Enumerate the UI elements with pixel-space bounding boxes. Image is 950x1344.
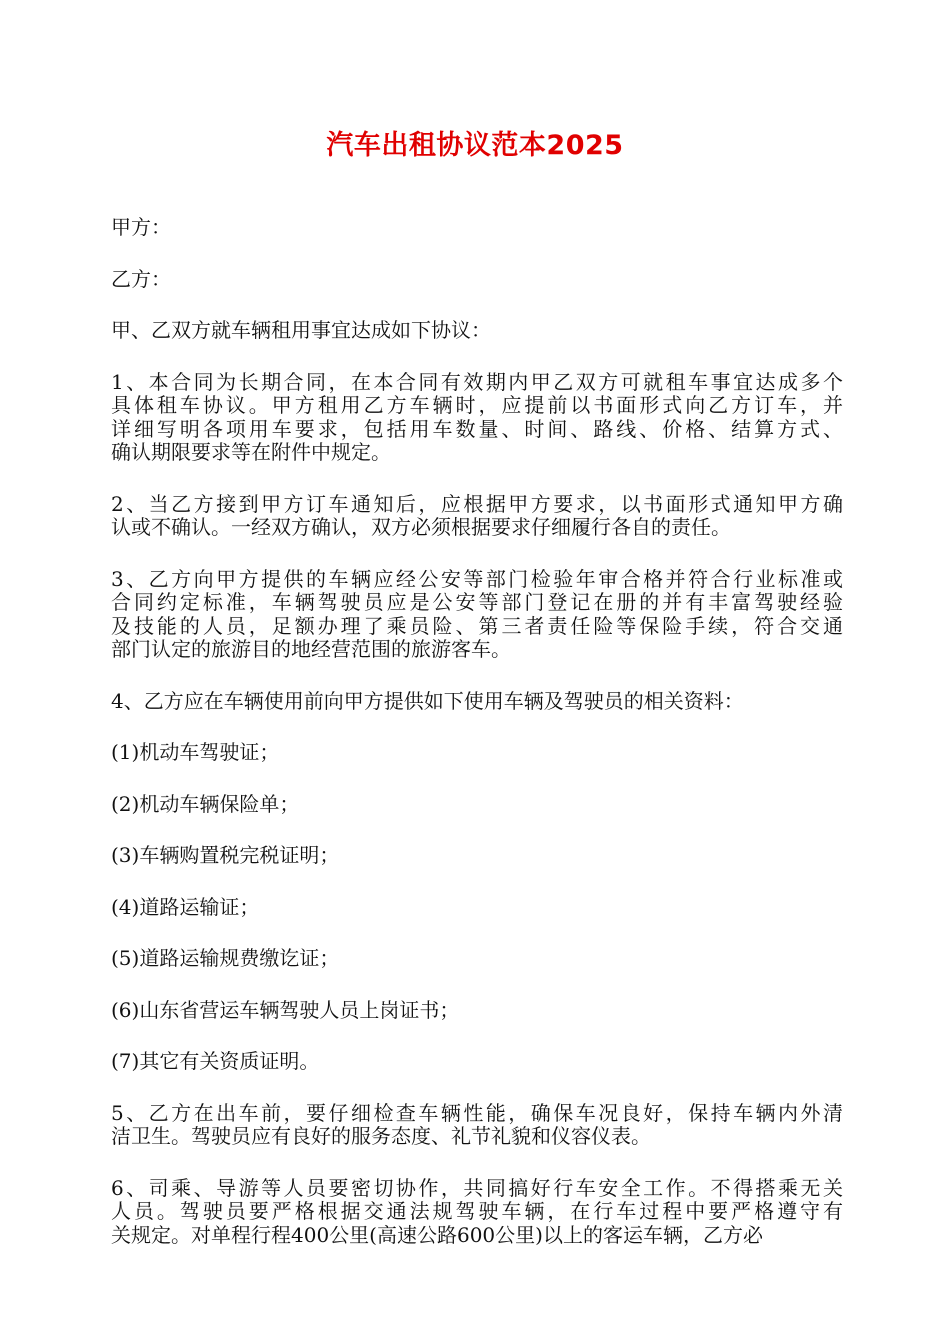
paragraph-line: (2)机动车辆保险单； — [111, 791, 300, 816]
paragraph-line: 具体租车协议。甲方租用乙方车辆时，应提前以书面形式向乙方订车，并 — [111, 393, 843, 417]
paragraph-line: 洁卫生。驾驶员应有良好的服务态度、礼节礼貌和仪容仪表。 — [111, 1124, 651, 1148]
paragraph-line: 3、乙方向甲方提供的车辆应经公安等部门检验年审合格并符合行业标准或 — [111, 566, 843, 591]
paragraph-line: 确认期限要求等在附件中规定。 — [111, 440, 391, 464]
paragraph-line: 6、司乘、导游等人员要密切协作，共同搞好行车安全工作。不得搭乘无关 — [111, 1175, 843, 1200]
paragraph — [111, 896, 843, 920]
document-body — [111, 216, 843, 1275]
paragraph — [111, 1102, 843, 1149]
paragraph — [111, 793, 843, 817]
paragraph — [111, 999, 843, 1023]
paragraph — [111, 741, 843, 765]
paragraph-line: 部门认定的旅游目的地经营范围的旅游客车。 — [111, 637, 511, 661]
paragraph — [111, 268, 843, 292]
paragraph-line: (3)车辆购置税完税证明； — [111, 843, 340, 867]
paragraph-line: 认或不确认。一经双方确认，双方必须根据要求仔细履行各自的责任。 — [111, 515, 731, 539]
paragraph — [111, 568, 843, 662]
paragraph — [111, 216, 843, 240]
paragraph — [111, 1177, 843, 1248]
paragraph-line: 4、乙方应在车辆使用前向甲方提供如下使用车辆及驾驶员的相关资料： — [111, 688, 744, 713]
paragraph-line: 关规定。对单程行程400公里(高速公路600公里)以上的客运车辆，乙方必 — [111, 1222, 763, 1247]
document-title: 汽车出租协议范本2025 — [326, 130, 624, 161]
paragraph — [111, 844, 843, 868]
paragraph-line: 2、当乙方接到甲方订车通知后，应根据甲方要求，以书面形式通知甲方确 — [111, 491, 843, 516]
paragraph-line: (5)道路运输规费缴讫证； — [111, 946, 340, 970]
paragraph-line: (7)其它有关资质证明。 — [111, 1049, 320, 1073]
paragraph — [111, 371, 843, 465]
paragraph-line: 5、乙方在出车前，要仔细检查车辆性能，确保车况良好，保持车辆内外清 — [111, 1100, 843, 1125]
paragraph — [111, 493, 843, 540]
paragraph-line: 详细写明各项用车要求，包括用车数量、时间、路线、价格、结算方式、 — [111, 416, 843, 441]
paragraph-line: 合同约定标准，车辆驾驶员应是公安等部门登记在册的并有丰富驾驶经验 — [111, 590, 843, 614]
paragraph — [111, 1050, 843, 1074]
paragraph-line: 甲、乙双方就车辆租用事宜达成如下协议： — [111, 318, 491, 342]
paragraph-line: 人员。驾驶员要严格根据交通法规驾驶车辆，在行车过程中要严格遵守有 — [111, 1199, 843, 1223]
paragraph — [111, 947, 843, 971]
paragraph-line: 乙方： — [111, 266, 171, 291]
paragraph — [111, 690, 843, 714]
paragraph-line: 甲方： — [111, 215, 171, 239]
paragraph — [111, 319, 843, 343]
paragraph-line: (1)机动车驾驶证； — [111, 740, 280, 764]
paragraph-line: (4)道路运输证； — [111, 894, 260, 919]
paragraph-line: 及技能的人员，足额办理了乘员险、第三者责任险等保险手续，符合交通 — [111, 613, 843, 638]
paragraph-line: (6)山东省营运车辆驾驶人员上岗证书； — [111, 997, 460, 1022]
paragraph-line: 1、本合同为长期合同，在本合同有效期内甲乙双方可就租车事宜达成多个 — [111, 369, 843, 394]
